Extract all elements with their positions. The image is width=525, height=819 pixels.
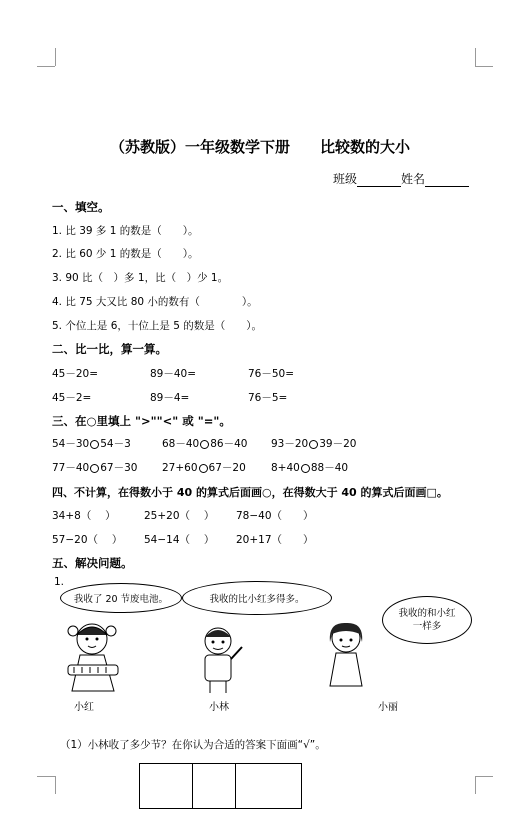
mark-expr: 20+17（ ） — [236, 534, 314, 546]
compare-circle — [200, 440, 209, 449]
speech-bubble-xiaoli: 我收的和小红一样多 — [382, 596, 472, 644]
character-name-xiaolin: 小林 — [209, 702, 229, 713]
page-title: （苏教版）一年级数学下册 比较数的大小 — [110, 138, 411, 156]
answer-cell[interactable] — [140, 764, 193, 809]
xiaohong-illustration — [58, 617, 130, 695]
fill-item-3: 3. 90 比（ ）多 1，比（ ）少 1。 — [52, 272, 229, 284]
section-1-heading: 一、填空。 — [52, 200, 110, 214]
calc-expr: 45－20= — [52, 368, 99, 380]
fill-item-5: 5. 个位上是 6，十位上是 5 的数是（ ）。 — [52, 320, 262, 332]
question-1: （1）小林收了多少节？在你认为合适的答案下面画“√”。 — [60, 739, 326, 751]
compare-circle — [199, 464, 208, 473]
compare-circle — [301, 464, 310, 473]
compare-expr: 8+40 88－40 — [271, 462, 349, 474]
mark-expr: 57−20（ ） — [52, 534, 123, 546]
calc-expr: 45－2= — [52, 392, 92, 404]
crop-mark-bl-v — [55, 776, 56, 794]
fill-item-1: 1. 比 39 多 1 的数是（ ）。 — [52, 225, 199, 237]
speech-bubble-xiaohong: 我收了 20 节废电池。 — [60, 583, 182, 613]
mark-expr: 25+20（ ） — [144, 510, 215, 522]
compare-expr: 93－20 39－20 — [271, 438, 357, 450]
fill-item-2: 2. 比 60 少 1 的数是（ ）。 — [52, 248, 199, 260]
character-name-xiaoli: 小丽 — [378, 702, 398, 713]
compare-circle — [309, 440, 318, 449]
class-label: 班级 — [333, 172, 358, 186]
calc-expr: 76－50= — [248, 368, 295, 380]
calc-expr: 76－5= — [248, 392, 288, 404]
xiaolin-illustration — [190, 625, 252, 695]
answer-cell[interactable] — [236, 764, 302, 809]
compare-expr: 54－30 54－3 — [52, 438, 131, 450]
character-name-xiaohong: 小红 — [74, 702, 94, 713]
answer-table — [139, 763, 302, 809]
mark-expr: 34+8（ ） — [52, 510, 116, 522]
crop-mark-br-h — [475, 776, 493, 777]
crop-mark-tl-v — [55, 48, 56, 66]
xiaoli-illustration — [318, 620, 374, 690]
class-name-line — [333, 170, 469, 187]
compare-expr: 68－40 86－40 — [162, 438, 248, 450]
compare-expr: 27+60 67－20 — [162, 462, 246, 474]
mark-expr: 78−40（ ） — [236, 510, 314, 522]
calc-expr: 89－40= — [150, 368, 197, 380]
compare-expr: 77－40 67－30 — [52, 462, 138, 474]
section-2-heading: 二、比一比，算一算。 — [52, 342, 167, 356]
compare-circle — [90, 464, 99, 473]
name-label: 姓名 — [401, 172, 426, 186]
crop-mark-tl-h — [37, 66, 55, 67]
section-4-heading: 四、不计算，在得数小于 40 的算式后面画○，在得数大于 40 的算式后面画□。 — [52, 486, 448, 499]
answer-cell[interactable] — [193, 764, 236, 809]
class-blank — [357, 174, 401, 187]
mark-expr: 54−14（ ） — [144, 534, 215, 546]
crop-mark-tr-h — [475, 66, 493, 67]
speech-bubble-xiaolin: 我收的比小红多得多。 — [182, 581, 332, 615]
name-blank — [425, 174, 469, 187]
crop-mark-bl-h — [37, 776, 55, 777]
section-3-heading: 三、在○里填上 ">""<" 或 "="。 — [52, 414, 231, 428]
fill-item-4: 4. 比 75 大又比 80 小的数有（ ）。 — [52, 296, 258, 308]
crop-mark-tr-v — [475, 48, 476, 66]
problem-number: 1. — [54, 576, 65, 588]
crop-mark-br-v — [475, 776, 476, 794]
compare-circle — [90, 440, 99, 449]
calc-expr: 89－4= — [150, 392, 190, 404]
section-5-heading: 五、解决问题。 — [52, 556, 133, 570]
